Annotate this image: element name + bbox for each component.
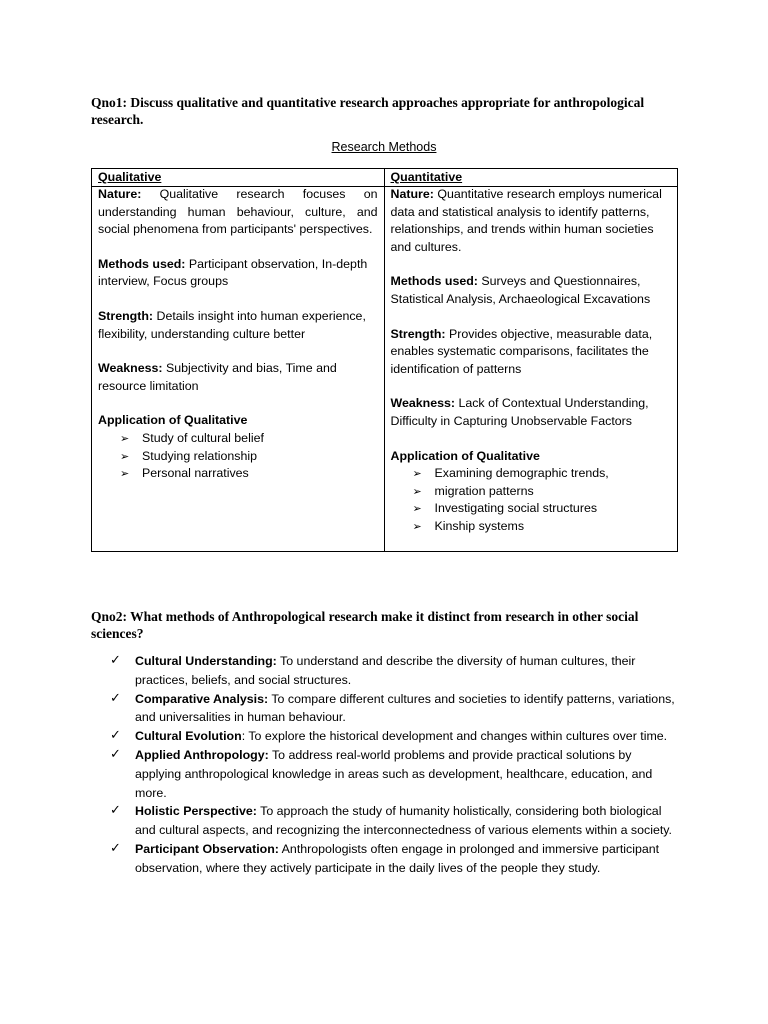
strength-text: Details insight into human experience, flexibility, understanding culture better xyxy=(98,308,366,341)
quantitative-weakness xyxy=(391,395,672,430)
list-item: ➢ Personal narratives xyxy=(120,465,378,483)
quantitative-application-label: Application of Qualitative xyxy=(390,448,540,463)
distinct-methods-list xyxy=(110,652,675,878)
list-item: ➢ Study of cultural belief xyxy=(120,430,378,448)
nature-text: Quantitative research employs numerical data and statistical analysis to identify patterns, relationships, and trends within human societies and cultures. xyxy=(390,187,662,254)
qualitative-header: Qualitative xyxy=(98,169,378,186)
question-2-heading: Qno2: What methods of Anthropological research make it distinct from research in other social sciences? xyxy=(91,609,639,641)
qualitative-methods xyxy=(98,256,378,291)
item-text: To address real-world problems and provide practical solutions by applying anthropological knowledge in areas such as development, healthcare, education, and more. xyxy=(135,747,653,800)
nature-text: Qualitative research focuses on understanding human behaviour, culture, and social phenomena from participants' perspectives. xyxy=(98,187,378,237)
qualitative-column xyxy=(92,169,385,551)
weakness-label: Weakness: xyxy=(390,396,456,411)
nature-label: Nature: xyxy=(98,187,142,201)
quantitative-header: Quantitative xyxy=(391,169,672,186)
table-title: Research Methods xyxy=(331,140,437,154)
list-item xyxy=(110,802,675,840)
quantitative-nature xyxy=(391,186,672,256)
list-item: ➢ migration patterns xyxy=(413,483,672,501)
list-item xyxy=(110,652,675,690)
list-item xyxy=(110,690,675,728)
item-text: To approach the study of humanity holistically, considering both biological and cultural aspects, and recognizing the interconnectedness of various elements within a society. xyxy=(135,804,673,838)
qualitative-application-label: Application of Qualitative xyxy=(98,413,248,428)
strength-label: Strength: xyxy=(98,308,154,323)
quantitative-application-list xyxy=(391,465,672,535)
nature-label: Nature: xyxy=(390,187,434,201)
item-label: Cultural Understanding: xyxy=(135,654,277,668)
weakness-text: Subjectivity and bias, Time and resource limitation xyxy=(98,361,337,393)
list-item xyxy=(110,840,675,878)
weakness-text: Lack of Contextual Understanding, Difficulty in Capturing Unobservable Factors xyxy=(390,396,649,428)
item-text: To understand and describe the diversity of human cultures, their practices, beliefs, and social structures. xyxy=(135,654,636,687)
strength-text: Provides objective, measurable data, enables systematic comparisons, facilitates the identification of patterns xyxy=(390,326,653,376)
item-label: Applied Anthropology: xyxy=(135,747,269,762)
item-label: Cultural Evolution xyxy=(135,729,242,744)
qualitative-nature xyxy=(98,186,378,239)
qualitative-strength xyxy=(98,308,378,343)
strength-label: Strength: xyxy=(390,326,446,341)
question-1-heading: Qno1: Discuss qualitative and quantitative research approaches appropriate for anthropological research. xyxy=(91,95,645,127)
methods-label: Methods used: xyxy=(390,274,478,289)
quantitative-methods xyxy=(391,273,672,308)
methods-label: Methods used: xyxy=(98,256,186,271)
item-label: Participant Observation: xyxy=(135,841,279,856)
methods-text: Participant observation, In-depth interview, Focus groups xyxy=(98,256,368,289)
methods-text: Surveys and Questionnaires, Statistical Analysis, Archaeological Excavations xyxy=(390,274,651,306)
item-text: To compare different cultures and societies to identify patterns, variations, and universalities in human behaviour. xyxy=(135,691,675,725)
list-item: ➢ Examining demographic trends, xyxy=(413,465,672,483)
list-item: ➢ Studying relationship xyxy=(120,448,378,466)
quantitative-strength xyxy=(391,326,672,379)
item-label: Holistic Perspective: xyxy=(135,804,257,819)
list-item: ➢ Investigating social structures xyxy=(413,500,672,518)
item-text: : To explore the historical development and changes within cultures over time. xyxy=(241,729,668,744)
list-item xyxy=(110,727,675,746)
quantitative-column xyxy=(385,169,678,551)
weakness-label: Weakness: xyxy=(98,361,163,376)
item-label: Comparative Analysis: xyxy=(135,691,269,706)
research-methods-table xyxy=(91,168,678,552)
qualitative-weakness xyxy=(98,360,378,395)
list-item: ➢ Kinship systems xyxy=(413,518,672,536)
list-item xyxy=(110,746,675,802)
item-text: Anthropologists often engage in prolonged and immersive participant observation, where they actively participate in the daily lives of the people they study. xyxy=(135,841,660,875)
qualitative-application-list xyxy=(98,430,378,483)
